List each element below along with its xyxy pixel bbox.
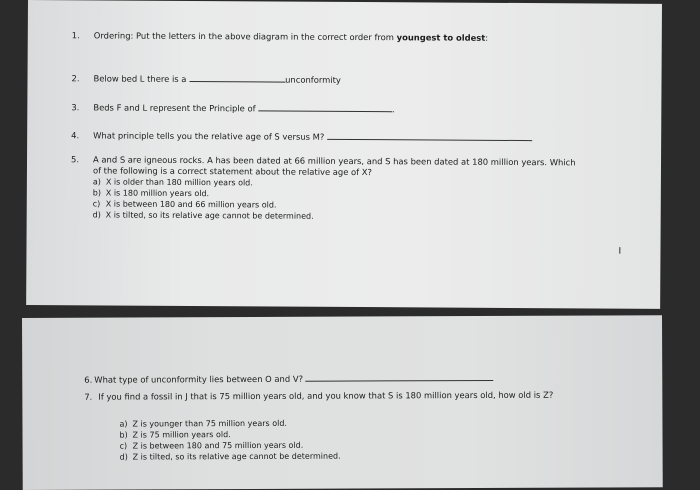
question-number: 6. — [84, 374, 93, 385]
stray-mark: I — [618, 246, 622, 257]
question-2 — [71, 71, 340, 86]
answer-option[interactable] — [93, 188, 209, 199]
option-letter: b) — [92, 188, 102, 198]
option-text: X is between 180 and 66 million years old. — [105, 199, 277, 210]
answer-option[interactable] — [93, 177, 253, 188]
option-letter: c) — [119, 441, 128, 451]
option-letter: c) — [92, 199, 101, 209]
question-number: 2. — [71, 73, 80, 84]
option-text: Z is between 180 and 75 million years old. — [132, 440, 304, 451]
question-number: 5. — [70, 154, 80, 165]
option-letter: d) — [92, 210, 101, 220]
answer-option[interactable] — [120, 441, 304, 452]
answer-option[interactable] — [120, 452, 341, 463]
question-1 — [72, 30, 488, 44]
question-punctuation: . — [392, 104, 395, 115]
question-3 — [71, 100, 395, 115]
answer-blank[interactable] — [327, 130, 532, 141]
question-punctuation: : — [485, 32, 489, 43]
question-text-line-1: A and S are igneous rocks. A has been dated at 66 million years, and S has been dated at 180 million years. Which — [92, 154, 576, 168]
question-text-line-2: of the following is a correct statement about the relative age of X? — [92, 165, 373, 178]
question-emphasis: youngest to oldest — [396, 32, 486, 43]
question-number: 4. — [71, 130, 80, 141]
answer-option[interactable] — [119, 419, 287, 430]
question-text: What type of unconformity lies between O and V? — [94, 373, 304, 385]
answer-blank[interactable] — [306, 371, 494, 382]
question-text-after: unconformity — [285, 74, 341, 85]
question-text: Beds F and L represent the Principle of — [93, 102, 256, 114]
option-letter: b) — [119, 430, 128, 440]
option-letter: a) — [92, 177, 101, 187]
question-number: 1. — [71, 30, 80, 41]
answer-blank[interactable] — [189, 72, 285, 83]
worksheet-page-2 — [22, 315, 663, 490]
question-text: Ordering: Put the letters in the above diagram in the correct order from — [93, 30, 397, 43]
question-text: What principle tells you the relative age of S versus M? — [93, 130, 325, 142]
option-text: X is tilted, so its relative age cannot be determined. — [105, 210, 314, 221]
answer-option[interactable] — [93, 199, 277, 210]
question-number: 3. — [71, 102, 80, 113]
answer-option[interactable] — [119, 430, 230, 440]
answer-option[interactable] — [93, 210, 314, 221]
question-number: 7. — [84, 391, 93, 402]
option-letter: d) — [119, 452, 128, 462]
worksheet-page-1 — [26, 0, 662, 309]
option-letter: a) — [119, 419, 128, 429]
option-text: Z is younger than 75 million years old. — [132, 418, 287, 429]
question-6 — [84, 371, 493, 386]
question-5-line-2 — [93, 165, 372, 178]
question-text: Below bed L there is a — [93, 73, 187, 84]
option-text: Z is 75 million years old. — [132, 430, 231, 440]
option-text: X is 180 million years old. — [105, 188, 210, 199]
answer-blank[interactable] — [258, 101, 392, 112]
option-text: X is older than 180 million years old. — [105, 177, 253, 188]
question-7 — [84, 390, 553, 403]
option-text: Z is tilted, so its relative age cannot be determined. — [132, 451, 341, 462]
question-text: If you find a fossil in J that is 75 million years old, and you know that S is 180 million years old, how old is Z? — [98, 389, 554, 402]
question-4 — [71, 128, 532, 144]
